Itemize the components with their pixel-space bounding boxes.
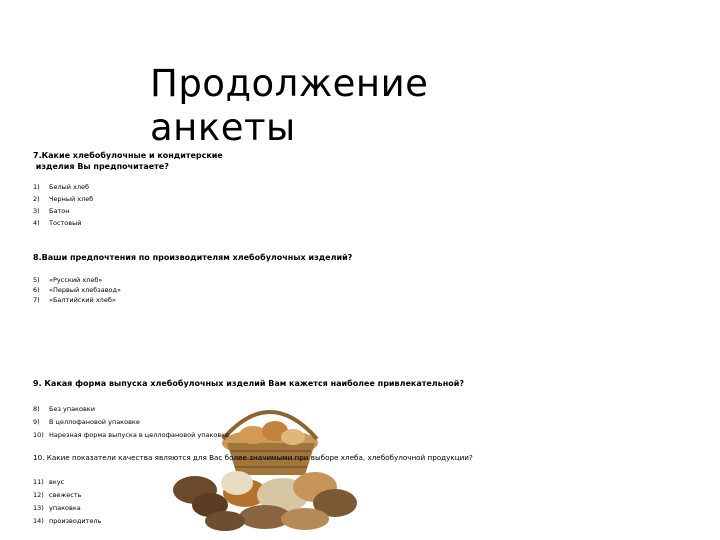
list-item: 9) В целлофановой упаковке [33,418,140,426]
list-item: 6) «Первый хлебзавод» [33,286,121,294]
slide-title [150,62,428,150]
question-7 [33,150,223,172]
question-10: 10. Какие показатели качества являются для Вас более значимыми при выборе хлеба, хлебобулочной продукции? [33,453,473,462]
slide-title-line2: анкеты [150,106,296,149]
question-9: 9. Какая форма выпуска хлебобулочных изделий Вам кажется наиболее привлекательной? [33,379,464,388]
list-item: 4) Тостовый [33,219,82,227]
question-8: 8.Ваши предпочтения по производителям хлебобулочных изделий? [33,253,353,262]
question-7-line1: 7.Какие хлебобулочные и кондитерские [33,151,223,160]
list-item: 8) Без упаковки [33,405,95,413]
list-item: 1) Белый хлеб [33,183,90,191]
slide-title-line1: Продолжение [150,62,429,105]
bread-basket-image [165,395,365,535]
list-item: 13) упаковка [33,504,81,512]
list-item: 5) «Русский хлеб» [33,276,103,284]
list-item: 7) «Балтийский хлеб» [33,296,116,304]
list-item: 10) Нарезная форма выпуска в целлофановой упаковке [33,431,230,439]
list-item: 12) свежесть [33,491,82,499]
question-7-line2: изделия Вы предпочитаете? [33,162,169,171]
list-item: 14) производитель [33,517,102,525]
list-item: 2) Черный хлеб [33,195,94,203]
list-item: 3) Батон [33,207,70,215]
list-item: 11) вкус [33,478,65,486]
